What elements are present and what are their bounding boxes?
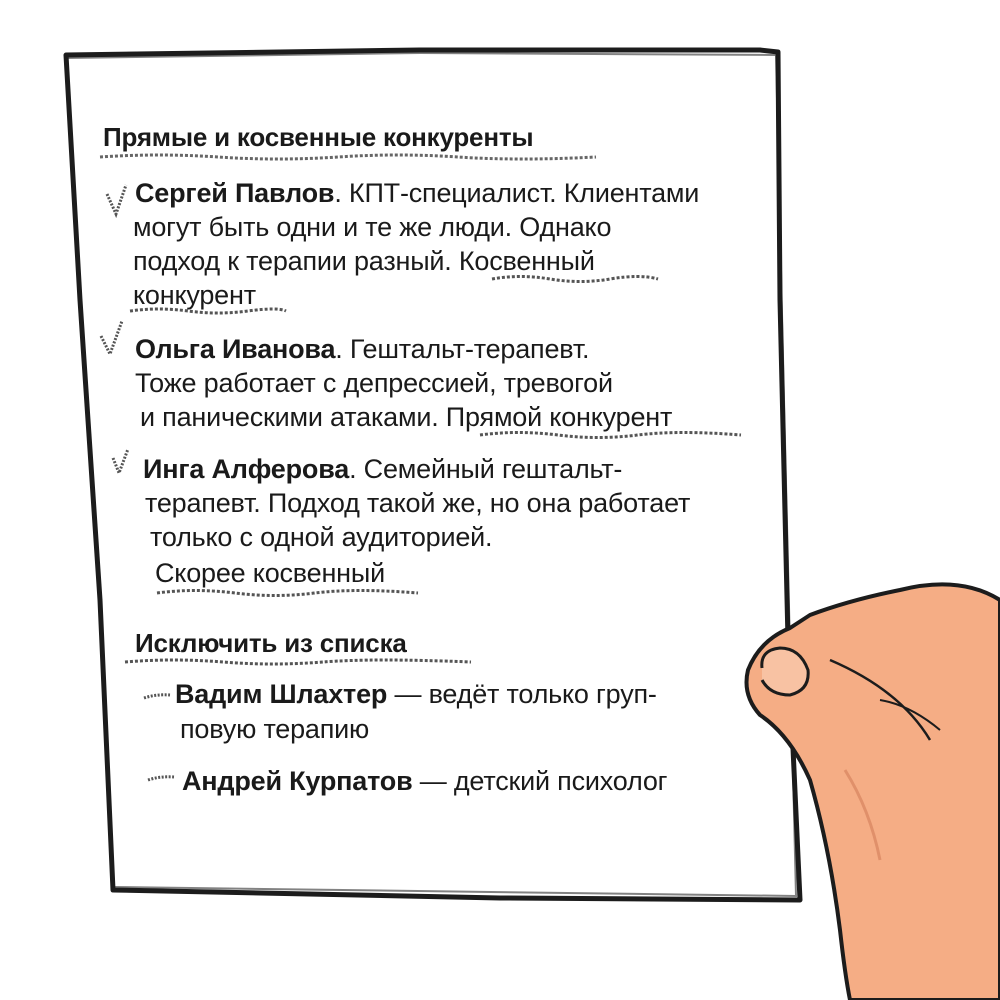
entry-name-pavlov: Сергей Павлов (135, 178, 335, 208)
entry-pavlov-line-4: конкурент (133, 280, 256, 310)
entry-pavlov-line-3: подход к терапии разный. Косвенный (133, 246, 595, 276)
entry-pavlov-line-1: Сергей Павлов. КПТ-специалист. Клиентами (135, 178, 700, 208)
entry-alferova-line-4: Скорее косвенный (155, 558, 385, 588)
entry-alferova-line-1: Инга Алферова. Семейный гештальт- (143, 454, 623, 484)
entry-alferova-line-3: только с одной аудиторией. (150, 522, 493, 552)
entry-pavlov-line-2: могут быть одни и те же люди. Однако (133, 212, 612, 242)
entry-alferova-line-2: терапевт. Подход такой же, но она работает (145, 488, 691, 518)
heading-competitors: Прямые и косвенные конкуренты (103, 122, 534, 152)
heading-exclude: Исключить из списка (135, 628, 407, 658)
excluded-shlakhter-line-2: повую терапию (180, 714, 370, 744)
excluded-kurpatov-line-1: Андрей Курпатов — детский психолог (182, 766, 668, 796)
excluded-shlakhter-line-1: Вадим Шлахтер — ведёт только груп- (175, 679, 657, 709)
entry-name-ivanova: Ольга Иванова (135, 334, 336, 364)
entry-ivanova-line-1: Ольга Иванова. Гештальт-терапевт. (135, 334, 590, 364)
entry-ivanova-line-2: Тоже работает с депрессией, тревогой (135, 368, 613, 398)
entry-name-alferova: Инга Алферова (143, 454, 350, 484)
entry-name-kurpatov: Андрей Курпатов (182, 766, 413, 796)
entry-ivanova-line-3: и паническими атаками. Прямой конкурент (140, 402, 673, 432)
entry-name-shlakhter: Вадим Шлахтер (175, 679, 388, 709)
